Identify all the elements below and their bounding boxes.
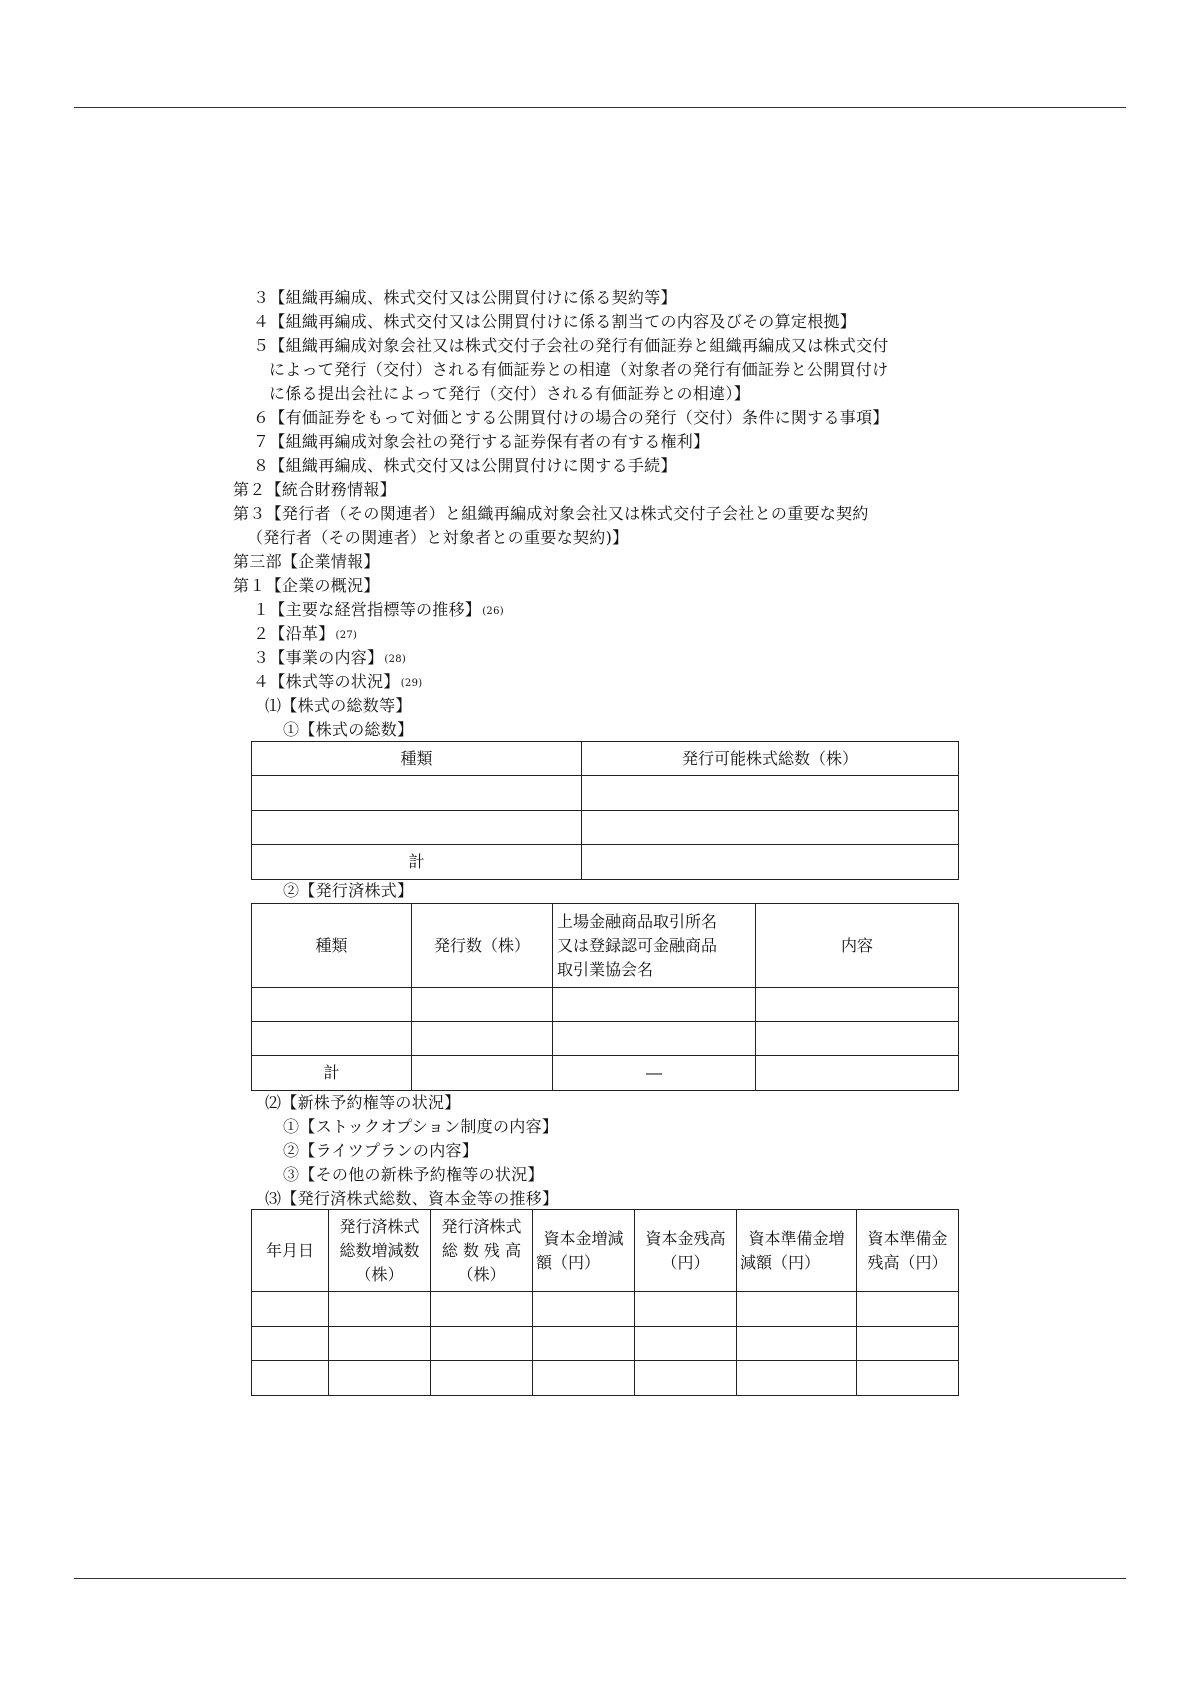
table-cell bbox=[582, 845, 959, 880]
table-cell bbox=[582, 776, 959, 811]
table-cell bbox=[431, 1327, 533, 1361]
sub-2-1-stock-options: ①【ストックオプション制度の内容】 bbox=[283, 1117, 559, 1136]
table-total-label: 計 bbox=[252, 845, 582, 880]
table-cell bbox=[857, 1292, 959, 1327]
table-header-type: 種類 bbox=[252, 742, 582, 776]
table-cell bbox=[252, 776, 582, 811]
table-cell bbox=[252, 1292, 329, 1327]
outline-item-5: ５【組織再編成対象会社又は株式交付子会社の発行有価証券と組織再編成又は株式交付 bbox=[253, 336, 889, 355]
table-cell bbox=[412, 988, 553, 1022]
sub-2-3-other-rights: ③【その他の新株予約権等の状況】 bbox=[283, 1165, 544, 1184]
header-line: 又は登録認可金融商品 bbox=[557, 935, 718, 955]
header-line: 資本金残高 bbox=[645, 1228, 726, 1248]
footnote-ref: (29) bbox=[400, 678, 423, 689]
header-line: 年月日 bbox=[265, 1240, 314, 1260]
header-line: 減額（円） bbox=[740, 1252, 821, 1272]
header-line: （円） bbox=[661, 1252, 710, 1272]
table-cell bbox=[252, 1022, 412, 1056]
part-3-heading: 第三部【企業情報】 bbox=[233, 552, 380, 571]
header-line: 発行済株式 bbox=[339, 1216, 420, 1236]
footer-rule bbox=[74, 1578, 1126, 1579]
table-cell bbox=[252, 1327, 329, 1361]
table-cell bbox=[252, 811, 582, 845]
item-4-shares: ４【株式等の状況】(29) bbox=[253, 672, 423, 691]
footnote-ref: (27) bbox=[335, 630, 358, 641]
table-cell bbox=[329, 1361, 431, 1396]
header-line: 発行済株式 bbox=[441, 1216, 522, 1236]
header-line: 資本準備金増 bbox=[748, 1228, 845, 1248]
outline-item-7: ７【組織再編成対象会社の発行する証券保有者の有する権利】 bbox=[253, 432, 710, 451]
table-cell bbox=[857, 1327, 959, 1361]
table-cell bbox=[553, 1022, 756, 1056]
item-2-history: ２【沿革】(27) bbox=[253, 624, 358, 643]
table-cell bbox=[737, 1327, 857, 1361]
table-cell bbox=[582, 811, 959, 845]
table-header-date bbox=[252, 1210, 329, 1292]
table-cell bbox=[857, 1361, 959, 1396]
table-total-exchange: ― bbox=[553, 1056, 756, 1091]
table-header-exchange bbox=[553, 904, 756, 988]
item-1-key-indicators: １【主要な経営指標等の推移】(26) bbox=[253, 600, 504, 619]
table-header-authorized-total: 発行可能株式総数（株） bbox=[582, 742, 959, 776]
table-cell bbox=[412, 1056, 553, 1091]
header-line: 上場金融商品取引所名 bbox=[557, 911, 718, 931]
item-3-business: ３【事業の内容】(28) bbox=[253, 648, 407, 667]
sub-2-2-rights-plan: ②【ライツプランの内容】 bbox=[283, 1141, 479, 1160]
sub-2-stock-acquisition-rights: ⑵【新株予約権等の状況】 bbox=[265, 1093, 461, 1112]
table-header-shares-change bbox=[329, 1210, 431, 1292]
table-cell bbox=[553, 988, 756, 1022]
table-cell bbox=[329, 1327, 431, 1361]
table-header-capital-change bbox=[533, 1210, 635, 1292]
footnote-ref: (26) bbox=[482, 606, 504, 617]
table-total-label: 計 bbox=[252, 1056, 412, 1091]
table-cell bbox=[431, 1292, 533, 1327]
sub-1-2-issued-shares: ②【発行済株式】 bbox=[283, 881, 414, 900]
header-line: 額（円） bbox=[536, 1252, 601, 1272]
table-cell bbox=[252, 988, 412, 1022]
table-cell bbox=[635, 1292, 737, 1327]
table-cell bbox=[635, 1361, 737, 1396]
table-header-issued-count: 発行数（株） bbox=[412, 904, 553, 988]
outline-item-8: ８【組織再編成、株式交付又は公開買付けに関する手続】 bbox=[253, 456, 677, 475]
table-header-details: 内容 bbox=[756, 904, 959, 988]
table-cell bbox=[635, 1327, 737, 1361]
section-3-heading: 第３【発行者（その関連者）と組織再編成対象会社又は株式交付子会社との重要な契約 bbox=[233, 504, 869, 523]
header-line: 総数増減数 bbox=[339, 1240, 420, 1260]
authorized-shares-table bbox=[251, 741, 959, 880]
outline-item-5-cont2: に係る提出会社によって発行（交付）される有価証券との相違）】 bbox=[269, 384, 751, 403]
header-line: 総 数 残 高 bbox=[441, 1240, 522, 1260]
chapter-1-heading: 第１【企業の概況】 bbox=[233, 576, 380, 595]
table-header-reserve-balance bbox=[857, 1210, 959, 1292]
sub-1-total-shares: ⑴【株式の総数等】 bbox=[265, 696, 412, 715]
issued-shares-table bbox=[251, 903, 959, 1091]
table-cell bbox=[533, 1292, 635, 1327]
outline-item-6: ６【有価証券をもって対価とする公開買付けの場合の発行（交付）条件に関する事項】 bbox=[253, 408, 889, 427]
table-header-capital-balance bbox=[635, 1210, 737, 1292]
table-cell bbox=[431, 1361, 533, 1396]
table-cell bbox=[737, 1361, 857, 1396]
table-cell bbox=[756, 988, 959, 1022]
header-line: 資本金増減 bbox=[543, 1228, 624, 1248]
header-line: 取引業協会名 bbox=[557, 959, 654, 979]
table-cell bbox=[756, 1056, 959, 1091]
sub-1-1-total-shares: ①【株式の総数】 bbox=[283, 720, 414, 739]
header-line: （株） bbox=[457, 1264, 506, 1284]
sub-3-share-capital-changes: ⑶【発行済株式総数、資本金等の推移】 bbox=[265, 1189, 559, 1208]
section-3-heading-cont: （発行者（その関連者）と対象者との重要な契約)】 bbox=[247, 528, 629, 547]
outline-item-3: ３【組織再編成、株式交付又は公開買付けに係る契約等】 bbox=[253, 288, 677, 307]
header-rule bbox=[74, 107, 1126, 108]
header-line: 残高（円） bbox=[867, 1252, 948, 1272]
table-cell bbox=[756, 1022, 959, 1056]
header-line: 資本準備金 bbox=[867, 1228, 948, 1248]
table-cell bbox=[412, 1022, 553, 1056]
table-cell bbox=[533, 1361, 635, 1396]
outline-item-4: ４【組織再編成、株式交付又は公開買付けに係る割当ての内容及びその算定根拠】 bbox=[253, 312, 857, 331]
table-cell bbox=[737, 1292, 857, 1327]
table-header-shares-balance bbox=[431, 1210, 533, 1292]
footnote-ref: (28) bbox=[384, 654, 407, 665]
outline-item-5-cont1: によって発行（交付）される有価証券との相違（対象者の発行有価証券と公開買付け bbox=[269, 360, 889, 379]
table-cell bbox=[329, 1292, 431, 1327]
table-header-type: 種類 bbox=[252, 904, 412, 988]
section-2-heading: 第２【統合財務情報】 bbox=[233, 480, 397, 499]
table-cell bbox=[252, 1361, 329, 1396]
share-capital-changes-table bbox=[251, 1209, 959, 1396]
table-cell bbox=[533, 1327, 635, 1361]
header-line: （株） bbox=[355, 1264, 404, 1284]
table-header-reserve-change bbox=[737, 1210, 857, 1292]
